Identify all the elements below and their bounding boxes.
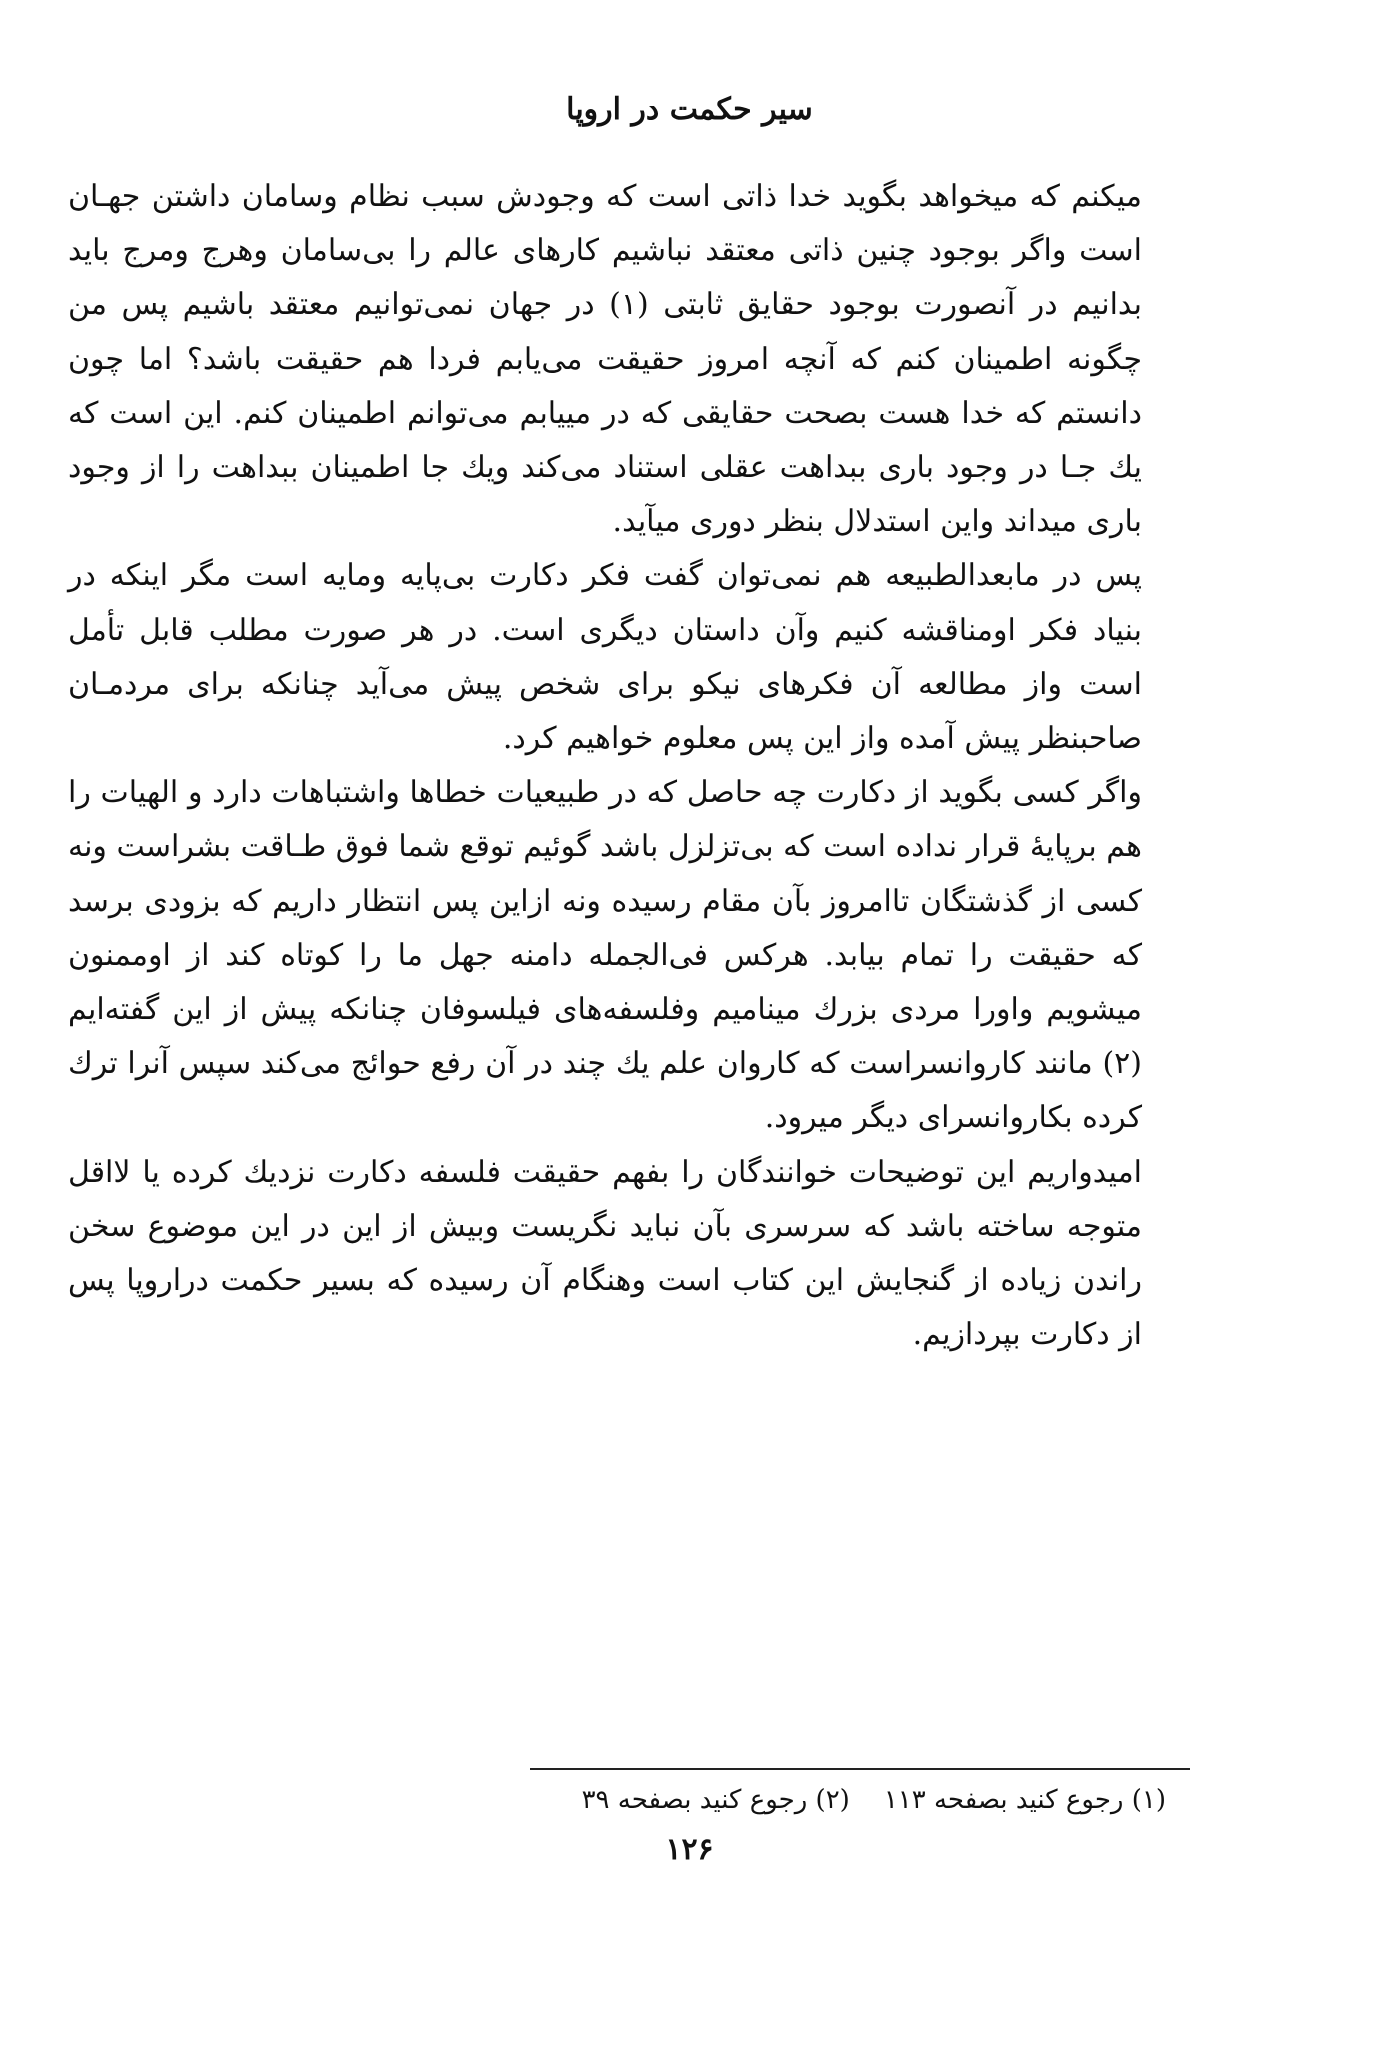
footnotes bbox=[300, 1785, 1166, 1815]
footnote-1: (۱) رجوع کنید بصفحه ۱۱۳ bbox=[883, 1785, 1166, 1815]
footnote-divider bbox=[530, 1768, 1190, 1770]
page-number: ۱۲۶ bbox=[665, 1832, 714, 1867]
paragraph: پس در مابعدالطبیعه هم نمی‌توان گفت فکر دکارت بی‌پایه ومایه است مگر اینکه در بنیاد فکر اومناقشه کنیم وآن داستان دیگری است. در هر صورت مطلب قابل تأمل است واز مطالعه آن فکرهای نیکو برای شخص پیش می‌آید چنانکه برای مردمـان صاحبنظر پیش آمده واز این پس معلوم خواهیم کرد. bbox=[68, 558, 1142, 757]
paragraph: امیدواریم این توضیحات خوانندگان را بفهم حقیقت فلسفه دکارت نزدیك کرده یا لااقل متوجه ساخته باشد که سرسری بآن نباید نگریست وبیش از این در این موضوع سخن راندن زیاده از گنجایش این کتاب است وهنگام آن رسیده که بسیر حکمت دراروپا پس از دکارت بپردازیم. bbox=[68, 1154, 1142, 1353]
paragraph: واگر کسی بگوید از دکارت چه حاصل که در طبیعیات خطاها واشتباهات دارد و الهیات را هم برپایهٔ قرار نداده است که بی‌تزلزل باشد گوئیم توقع شما فوق طـاقت بشراست ونه کسی از گذشتگان تاامروز بآن مقام رسیده ونه ازاین پس انتظار داریم که بزودی برسد که حقیقت را تمام بیابد. هرکس فی‌الجمله دامنه جهل ما را کوتاه کند از اوممنون میشویم واورا مردی بزرك میناميم وفلسفه‌های فیلسوفان چنانکه پیش از این گفته‌ایم (۲) مانند کاروانسراست که کاروان علم یك چند در آن رفع حوائج می‌کند سپس آنرا ترك کرده بکاروانسرای دیگر میرود. bbox=[68, 775, 1142, 1136]
body-text bbox=[68, 170, 1142, 1362]
paragraph: میکنم که میخواهد بگوید خدا ذاتی است که وجودش سبب نظام وسامان داشتن جهـان است واگر بوجود چنین ذاتی معتقد نباشیم کارهای عالم را بی‌سامان وهرج ومرج باید بدانیم در آنصورت بوجود حقایق ثابتی (۱) در جهان نمی‌توانیم معتقد باشیم پس من چگونه اطمینان کنم که آنچه امروز حقیقت می‌یابم فردا هم حقیقت باشد؟ اما چون دانستم که خدا هست بصحت حقایقی که در مییابم می‌توانم اطمینان کنم. این است که یك جـا در وجود باری ببداهت عقلی استناد می‌کند ویك جا اطمینان ببداهت را از وجود باری میداند واین استدلال بنظر دوری میآید. bbox=[68, 179, 1142, 540]
footnote-2: (۲) رجوع کنید بصفحه ۳۹ bbox=[581, 1785, 850, 1815]
running-title: سیر حکمت در اروپا bbox=[566, 92, 813, 127]
